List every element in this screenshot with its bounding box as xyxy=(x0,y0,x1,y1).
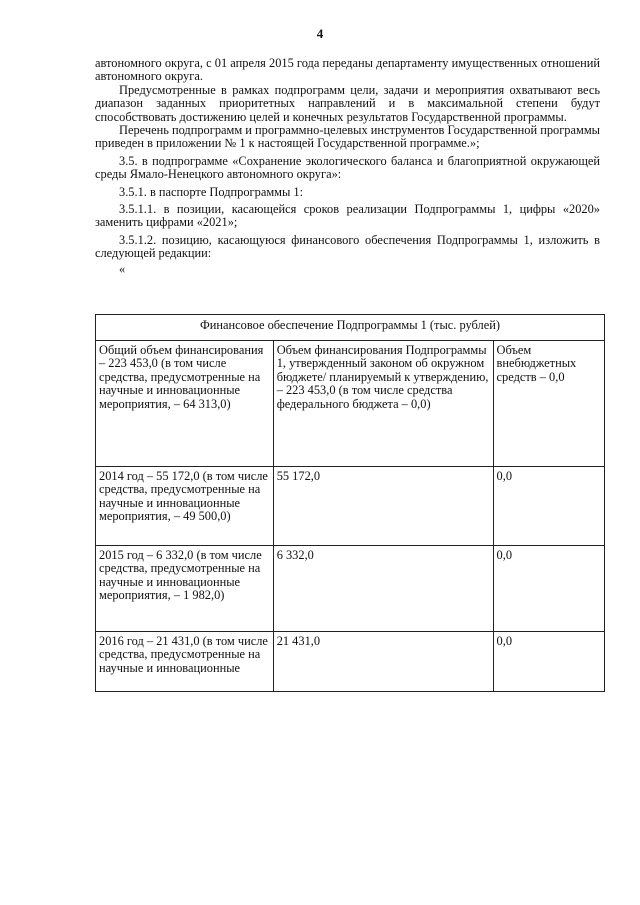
table-cell: 2014 год – 55 172,0 (в том числе средства, предусмотренные на научные и инновационные мероприятия, – 49 500,0) xyxy=(96,466,274,545)
paragraph: Перечень подпрограмм и программно-целевых инструментов Государственной программы приведен в приложении № 1 к настоящей Государственной программе.»; xyxy=(95,123,601,151)
table-title: Финансовое обеспечение Подпрограммы 1 (тыс. рублей) xyxy=(96,315,605,341)
table-row xyxy=(96,545,605,631)
paragraph: 3.5. в подпрограмме «Сохранение экологического баланса и благоприятной окружающей среды Ямало-Ненецкого автономного округа»: xyxy=(95,153,600,182)
paragraph: автономного округа, с 01 апреля 2015 года переданы департаменту имущественных отношений автономного округа. xyxy=(95,56,600,84)
opening-quote: « xyxy=(119,261,126,276)
paragraph: 3.5.1. в паспорте Подпрограммы 1: xyxy=(119,184,304,199)
table-cell: 2015 год – 6 332,0 (в том числе средства, предусмотренные на научные и инновационные мероприятия, – 1 982,0) xyxy=(96,545,274,631)
financing-table xyxy=(95,314,605,692)
table-cell: Объем финансирования Подпрограммы 1, утвержденный законом об окружном бюджете/ планируемый к утверждению, – 223 453,0 (в том числе средства федерального бюджета – 0,0) xyxy=(273,340,493,466)
paragraph: Предусмотренные в рамках подпрограмм цели, задачи и мероприятия охватывают весь диапазон заданных приоритетных направлений и в максимальной степени будут способствовать достижению целей и конечных результатов Государственной программы. xyxy=(95,82,600,124)
page-number: 4 xyxy=(316,26,324,41)
table-cell: 6 332,0 xyxy=(273,545,493,631)
table-cell: 0,0 xyxy=(493,631,604,691)
table-row xyxy=(96,340,605,466)
table-cell: Объем внебюджетных средств – 0,0 xyxy=(493,340,604,466)
paragraph: 3.5.1.1. в позиции, касающейся сроков реализации Подпрограммы 1, цифры «2020» заменить цифрами «2021»; xyxy=(95,202,600,230)
table-cell: 0,0 xyxy=(493,545,604,631)
table-cell: Общий объем финансирования – 223 453,0 (в том числе средства, предусмотренные на научные и инновационные мероприятия, – 64 313,0) xyxy=(96,340,274,466)
table-cell: 0,0 xyxy=(493,466,604,545)
table-cell: 55 172,0 xyxy=(273,466,493,545)
table-cell: 21 431,0 xyxy=(273,631,493,691)
document-body xyxy=(95,57,600,276)
table-cell: 2016 год – 21 431,0 (в том числе средства, предусмотренные на научные и инновационные xyxy=(96,631,274,691)
table-row xyxy=(96,466,605,545)
paragraph: 3.5.1.2. позицию, касающуюся финансового обеспечения Подпрограммы 1, изложить в следующей редакции: xyxy=(95,232,600,261)
table-row xyxy=(96,631,605,691)
